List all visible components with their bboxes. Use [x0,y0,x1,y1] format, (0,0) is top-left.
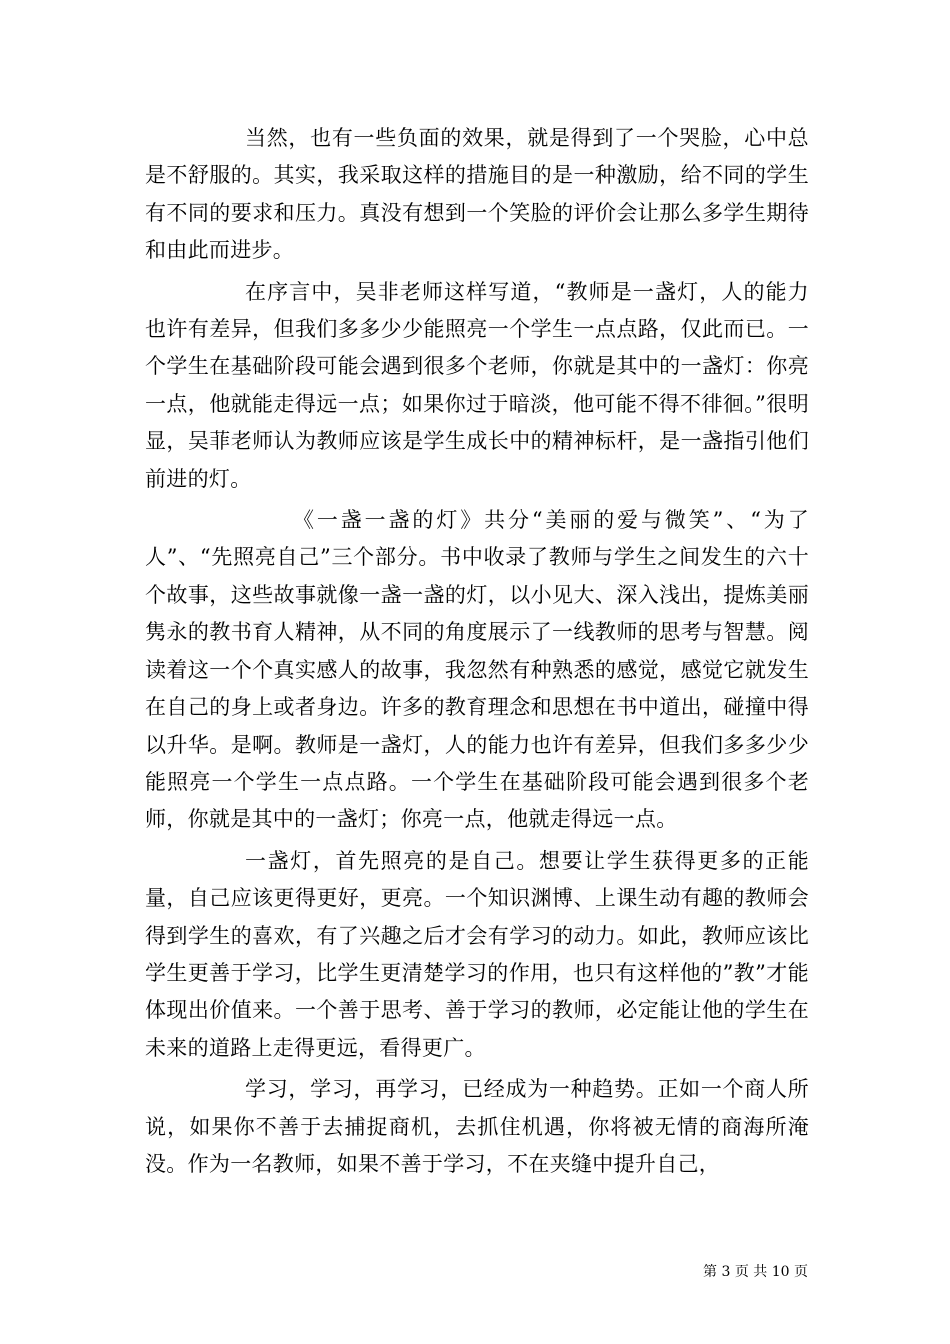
paragraph-5: 学习，学习，再学习，已经成为一种趋势。正如一个商人所说，如果你不善于去捕捉商机，去抓住机遇，你将被无情的商海所淹没。作为一名教师，如果不善于学习，不在夹缝中提升自己， [145,1077,809,1176]
paragraph-3: 《一盏一盏的灯》共分“美丽的爱与微笑”、“为了人”、“先照亮自己”三个部分。书中收录了教师与学生之间发生的六十个故事，这些故事就像一盏一盏的灯，以小见大、深入浅出，提炼美丽隽永的教书育人精神，从不同的角度展示了一线教师的思考与智慧。阅读着这一个个真实感人的故事，我忽然有种熟悉的感觉，感觉它就发生在自己的身上或者身边。许多的教育理念和思想在书中道出，碰撞中得以升华。是啊。教师是一盏灯，人的能力也许有差异，但我们多多少少能照亮一个学生一点点路。一个学生在基础阶段可能会遇到很多个老师，你就是其中的一盏灯；你亮一点，他就走得远一点。 [145,508,809,832]
paragraph-1: 当然，也有一些负面的效果，就是得到了一个哭脸，心中总是不舒服的。其实，我采取这样的措施目的是一种激励，给不同的学生有不同的要求和压力。真没有想到一个笑脸的评价会让那么多学生期待和由此而进步。 [145,126,809,263]
document-body [145,120,809,1187]
paragraph-2: 在序言中，吴非老师这样写道，“教师是一盏灯，人的能力也许有差异，但我们多多少少能照亮一个学生一点点路，仅此而已。一个学生在基础阶段可能会遇到很多个老师，你就是其中的一盏灯：你亮一点，他就能走得远一点；如果你过于暗淡，他可能不得不徘徊。”很明显，吴菲老师认为教师应该是学生成长中的精神标杆，是一盏指引他们前进的灯。 [145,279,809,491]
page-number-footer: 第 3 页 共 10 页 [703,1264,808,1280]
paragraph-4: 一盏灯，首先照亮的是自己。想要让学生获得更多的正能量，自己应该更得更好，更亮。一个知识渊博、上课生动有趣的教师会得到学生的喜欢，有了兴趣之后才会有学习的动力。如此，教师应该比学生更善于学习，比学生更清楚学习的作用，也只有这样他的”教”才能体现出价值来。一个善于思考、善于学习的教师，必定能让他的学生在未来的道路上走得更远，看得更广。 [145,848,809,1060]
